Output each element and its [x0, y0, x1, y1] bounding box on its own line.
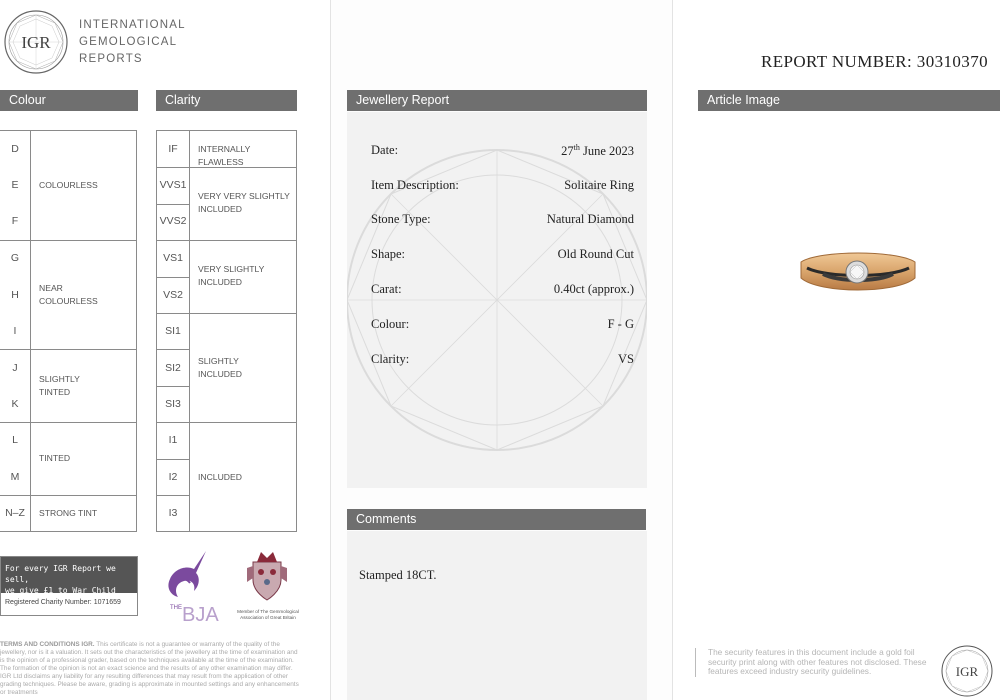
brand-name-line-2: GEMOLOGICAL [79, 36, 178, 48]
bja-small-text: THE [170, 605, 182, 611]
colour-code: D [11, 143, 19, 155]
colour-code: M [10, 471, 20, 483]
clarity-group: INCLUDED [198, 472, 242, 482]
colour-value: F - G [607, 317, 634, 331]
report-row-shape [371, 247, 634, 267]
gem-association-caption-1: Member of The Gemmological [237, 609, 299, 614]
clarity-label: Clarity: [371, 352, 410, 366]
colour-group: STRONG TINT [39, 508, 98, 518]
charity-box [0, 556, 138, 616]
item-description-value: Solitaire Ring [564, 178, 634, 192]
clarity-code: I1 [168, 434, 178, 446]
brand-name-line-1: INTERNATIONAL [79, 19, 186, 31]
clarity-table [156, 130, 297, 532]
report-details [347, 112, 647, 488]
clarity-code: VS2 [163, 289, 183, 301]
clarity-code: I2 [168, 471, 178, 483]
clarity-code: VS1 [163, 252, 183, 264]
comments-header: Comments [347, 509, 646, 530]
clarity-code: SI3 [165, 398, 181, 410]
bja-text: BJA [182, 604, 219, 623]
colour-table [0, 130, 137, 532]
colour-code-column [0, 131, 31, 531]
colour-label: Colour: [371, 317, 410, 331]
report-number: REPORT NUMBER: 30310370 [760, 52, 988, 71]
stone-type-value: Natural Diamond [546, 212, 634, 226]
report-row-carat [371, 282, 634, 302]
seal-text: IGR [955, 664, 979, 679]
grading-scale-panel [0, 0, 330, 700]
colour-code: N–Z [5, 507, 25, 519]
clarity-code: VVS1 [159, 179, 187, 191]
colour-header: Colour [0, 90, 138, 111]
shape-label: Shape: [371, 247, 406, 261]
colour-code: G [10, 252, 20, 264]
report-row-stone-type [371, 212, 634, 232]
charity-number: Registered Charity Number: 1071659 [5, 599, 121, 606]
clarity-group: VERY VERY SLIGHTLY INCLUDED [198, 191, 290, 214]
colour-group-column [31, 131, 136, 531]
report-row-colour [371, 317, 634, 337]
clarity-group: INTERNALLY FLAWLESS [198, 144, 251, 167]
clarity-code: SI1 [165, 325, 181, 337]
ring-image [799, 248, 917, 314]
item-description-label: Item Description: [371, 178, 459, 192]
colour-group: COLOURLESS [39, 180, 98, 190]
stone-type-label: Stone Type: [371, 212, 431, 226]
logo-text: IGR [21, 33, 51, 52]
igr-seal-icon [940, 644, 994, 698]
colour-code: F [11, 215, 19, 227]
terms-heading: TERMS AND CONDITIONS IGR. [0, 641, 95, 648]
clarity-code-column [157, 131, 190, 531]
charity-line-1: For every IGR Report we sell, [5, 564, 116, 584]
charity-message [1, 557, 137, 593]
date-value: 27th June 2023 [561, 143, 634, 159]
date-label: Date: [371, 143, 399, 157]
shape-value: Old Round Cut [557, 247, 634, 261]
clarity-group-column [190, 131, 296, 531]
security-note: The security features in this document include a gold foil security print along with other features not disclosed. These features exceed industry security guidelines. [695, 648, 927, 677]
clarity-group: SLIGHTLY INCLUDED [198, 356, 242, 379]
report-row-clarity [371, 352, 634, 372]
comment-text: Stamped 18CT. [359, 568, 437, 582]
brand-name [79, 17, 186, 68]
clarity-header: Clarity [156, 90, 297, 111]
clarity-code: IF [168, 143, 178, 155]
colour-code: L [12, 434, 18, 446]
gem-association-caption-2: Association of Great Britain [240, 615, 296, 620]
charity-line-2: we give £1 to War Child [5, 586, 116, 595]
report-row-date [371, 143, 634, 163]
clarity-group: VERY SLIGHTLY INCLUDED [198, 264, 265, 287]
report-panel [331, 0, 672, 700]
carat-label: Carat: [371, 282, 402, 296]
colour-group: SLIGHTLY TINTED [39, 374, 80, 397]
colour-code: E [11, 179, 19, 191]
gem-association-caption [237, 609, 299, 621]
colour-code: K [11, 398, 19, 410]
article-image-header: Article Image [698, 90, 1000, 111]
gem-association-crest-icon [243, 548, 291, 606]
colour-group: NEAR COLOURLESS [39, 283, 98, 306]
comments-box [347, 531, 647, 700]
clarity-code: SI2 [165, 362, 181, 374]
colour-code: H [11, 289, 19, 301]
clarity-code: VVS2 [159, 215, 187, 227]
report-row-item-description [371, 178, 634, 198]
terms-and-conditions [0, 641, 300, 697]
carat-value: 0.40ct (approx.) [553, 282, 634, 296]
terms-text: This certificate is not a guarantee or warranty of the quality of the jewellery, nor is it a valuation. It sets out the characteristics of the jewellery at the time of examination and is the opinion of a professional grader, based on the techniques available at the time of the examination. The formation of the opinion is not an exact science and the results of any other examination may differ. IGR Ltd disclaims any liability for any resulting differences that may result from the application of other grading techniques. Please be aware, grading is approximate in mounted settings and any enhancements or treatments [0, 641, 299, 696]
colour-group: TINTED [39, 453, 71, 463]
colour-code: I [13, 325, 17, 337]
igr-logo-icon [2, 8, 70, 76]
clarity-code: I3 [168, 507, 178, 519]
colour-code: J [12, 362, 18, 374]
brand-name-line-3: REPORTS [79, 53, 143, 65]
article-panel [673, 0, 1000, 700]
clarity-value: VS [618, 352, 634, 366]
bja-unicorn-logo-icon [160, 549, 222, 623]
jewellery-report-header: Jewellery Report [347, 90, 647, 111]
